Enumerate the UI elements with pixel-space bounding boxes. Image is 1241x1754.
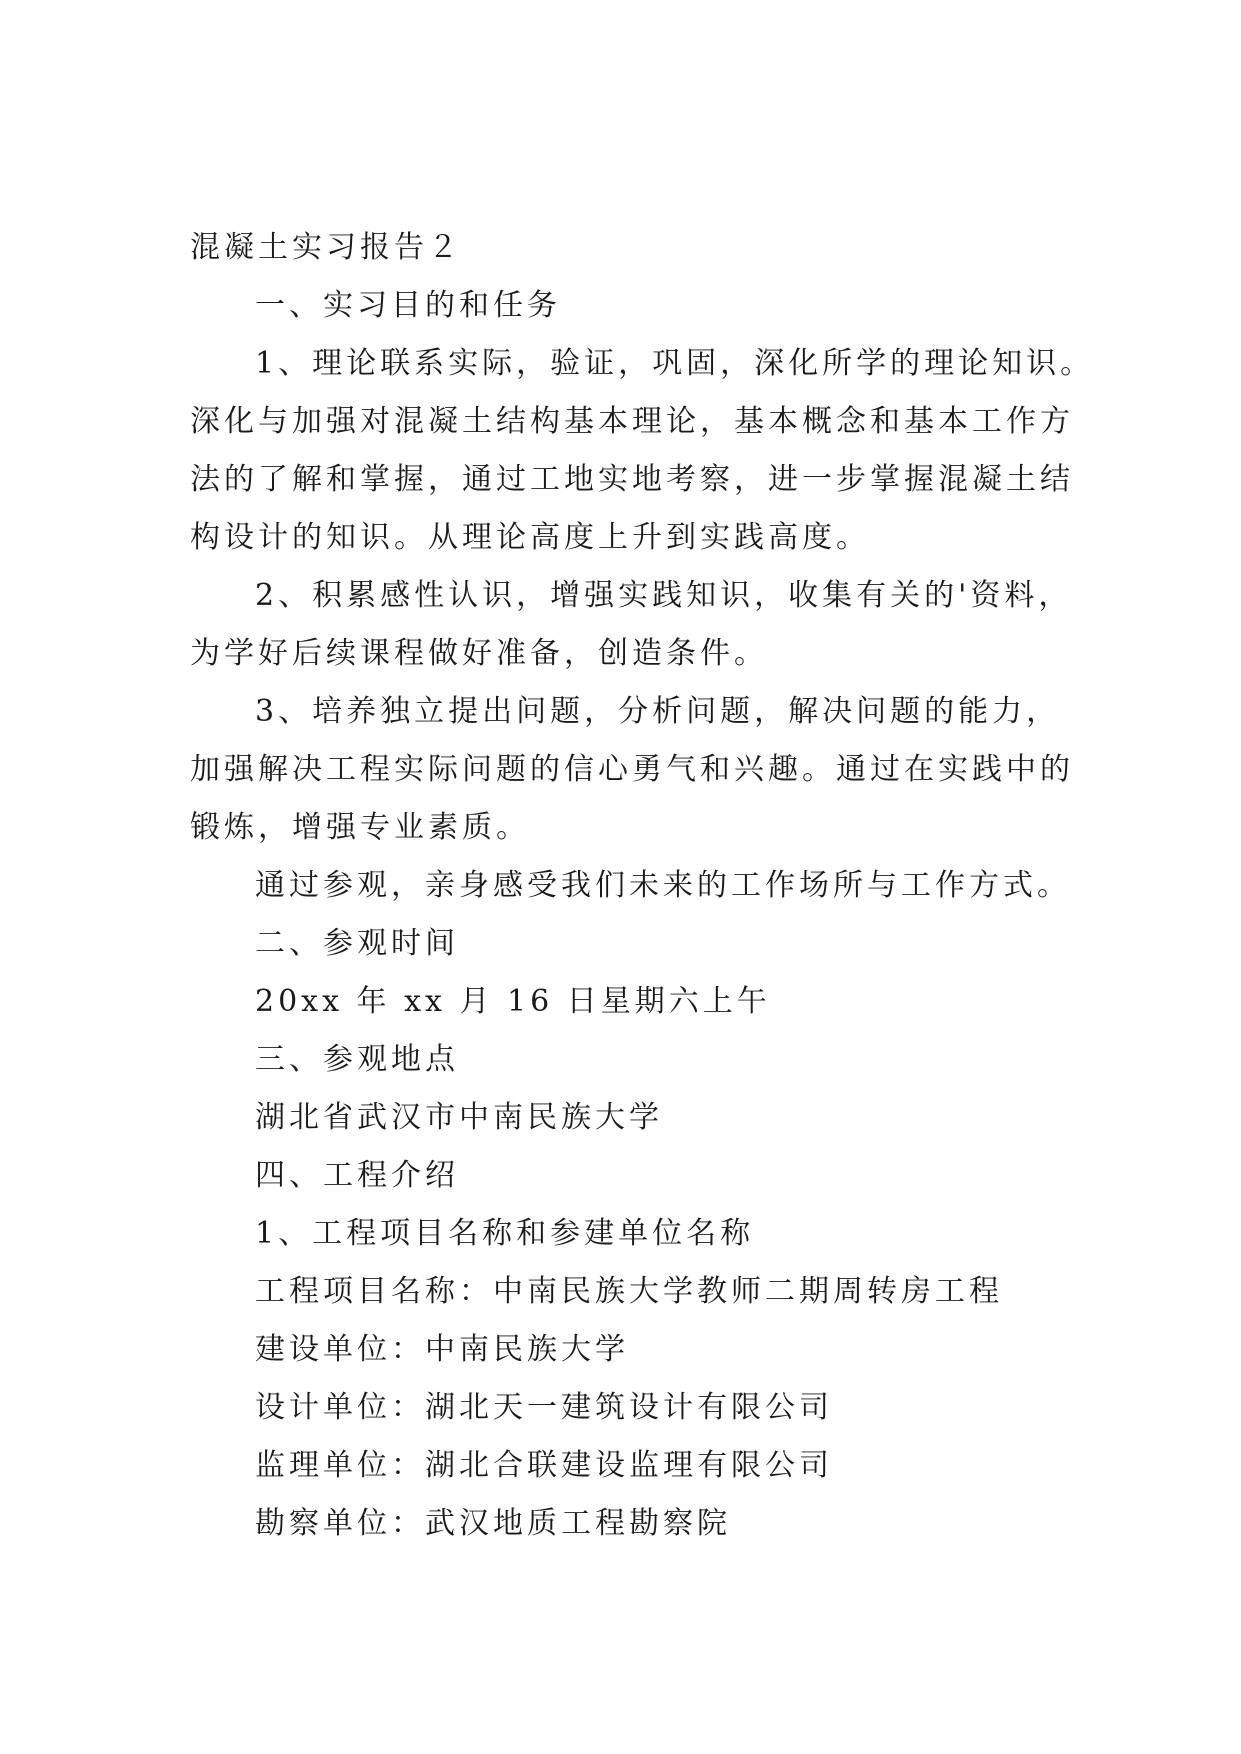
document-title: 混凝土实习报告２ [190,230,462,265]
project-name: 工程项目名称：中南民族大学教师二期周转房工程 [255,1274,1003,1309]
section-heading-location: 三、参观地点 [255,1042,459,1077]
survey-unit: 勘察单位：武汉地质工程勘察院 [255,1506,731,1541]
paragraph-line: 为学好后续课程做好准备，创造条件。 [190,636,768,671]
section-heading-purpose: 一、实习目的和任务 [255,288,561,323]
subsection-heading: 1、工程项目名称和参建单位名称 [255,1216,755,1251]
paragraph-line: 1、理论联系实际，验证，巩固，深化所学的理论知识。 [255,346,1095,381]
paragraph-line: 法的了解和掌握，通过工地实地考察，进一步掌握混凝土结 [190,462,1074,497]
visit-location: 湖北省武汉市中南民族大学 [255,1100,663,1135]
supervision-unit: 监理单位：湖北合联建设监理有限公司 [255,1448,833,1483]
visit-date: 20xx 年 xx 月 16 日星期六上午 [255,984,771,1019]
construction-unit: 建设单位：中南民族大学 [255,1332,629,1367]
paragraph-line: 2、积累感性认识，增强实践知识，收集有关的'资料， [255,578,1073,613]
paragraph-line: 通过参观，亲身感受我们未来的工作场所与工作方式。 [255,868,1071,903]
section-heading-time: 二、参观时间 [255,926,459,961]
paragraph-line: 加强解决工程实际问题的信心勇气和兴趣。通过在实践中的 [190,752,1074,787]
paragraph-line: 深化与加强对混凝土结构基本理论，基本概念和基本工作方 [190,404,1074,439]
paragraph-line: 3、培养独立提出问题，分析问题，解决问题的能力， [255,694,1061,729]
section-heading-project: 四、工程介绍 [255,1158,459,1193]
paragraph-line: 构设计的知识。从理论高度上升到实践高度。 [190,520,870,555]
paragraph-line: 锻炼，增强专业素质。 [190,810,530,845]
design-unit: 设计单位：湖北天一建筑设计有限公司 [255,1390,833,1425]
